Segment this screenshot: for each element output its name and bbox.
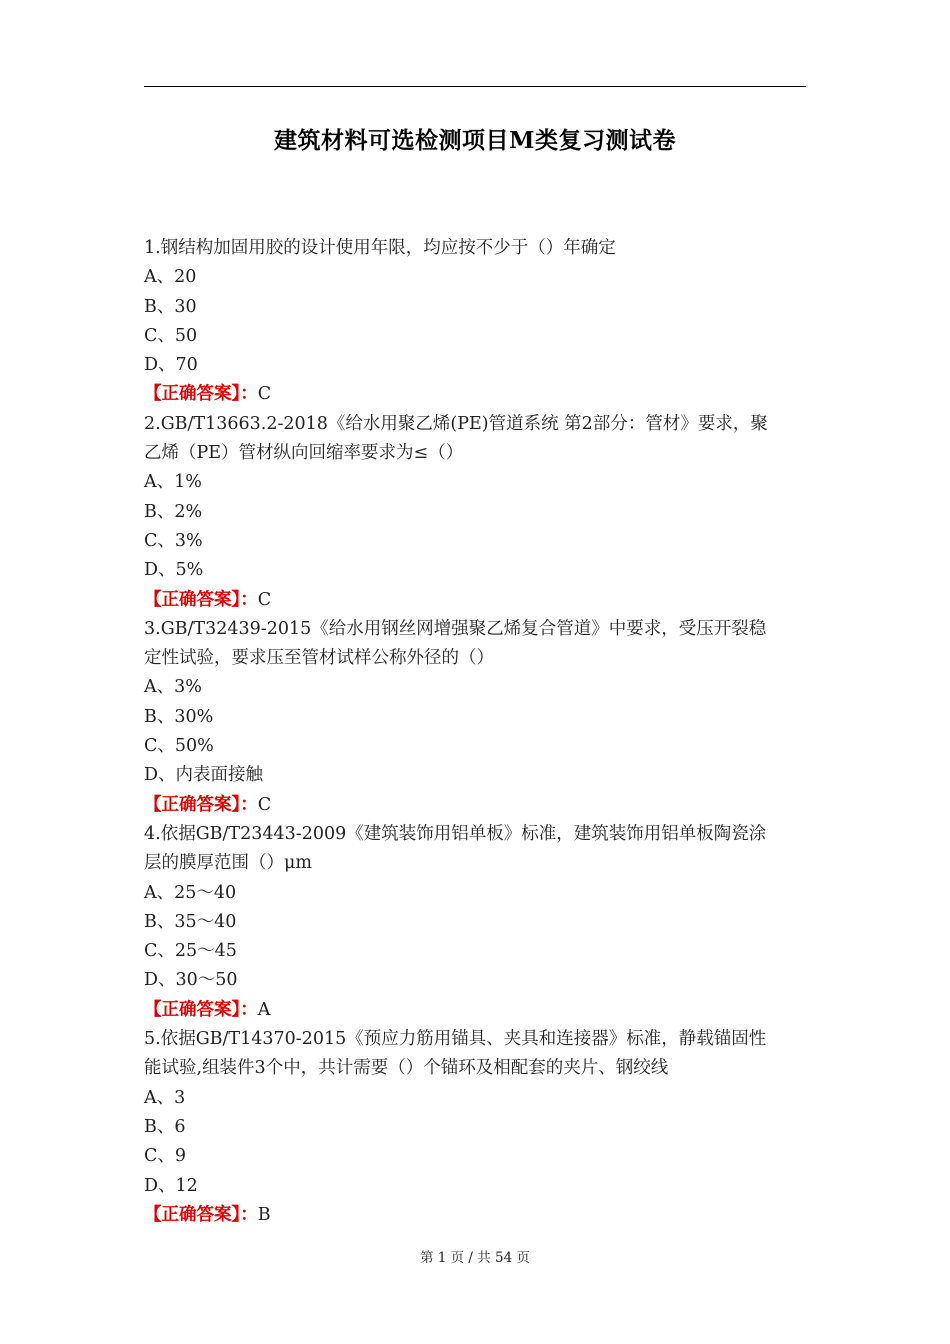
option-c: C、50% [144, 736, 214, 757]
question-5 [144, 1025, 806, 1230]
answer-label: 【正确答案】： [144, 1204, 258, 1225]
page-title: 建筑材料可选检测项目M类复习测试卷 [274, 127, 676, 154]
option-a: A、3 [144, 1087, 186, 1108]
header-rule [144, 86, 806, 87]
correct-answer [144, 380, 806, 409]
answer-label: 【正确答案】： [144, 999, 258, 1020]
option-c: C、9 [144, 1146, 187, 1167]
page-footer: 第 1 页 / 共 54 页 [419, 1250, 531, 1266]
question-stem: 4.依据GB/T23443-2009《建筑装饰用铝单板》标准，建筑装饰用铝单板陶瓷涂 [144, 823, 767, 844]
question-stem: 2.GB/T13663.2-2018《给水用聚乙烯(PE)管道系统 第2部分：管材》要求，聚 [144, 413, 768, 434]
option-c: C、50 [144, 325, 198, 346]
option-a: A、25～40 [144, 882, 237, 903]
correct-answer [144, 791, 806, 820]
option-b: B、30% [144, 706, 214, 727]
question-4 [144, 820, 806, 1025]
answer-value: A [257, 999, 271, 1020]
option-d: D、5% [144, 560, 204, 581]
question-stem-cont: 乙烯（PE）管材纵向回缩率要求为≤（） [144, 443, 464, 464]
question-stem-cont: 层的膜厚范围（）μm [144, 853, 312, 874]
correct-answer [144, 586, 806, 615]
question-1 [144, 234, 806, 410]
correct-answer [144, 996, 806, 1025]
answer-label: 【正确答案】： [144, 589, 258, 610]
option-d: D、内表面接触 [144, 765, 264, 786]
answer-value: C [257, 794, 272, 815]
option-a: A、3% [144, 677, 202, 698]
option-c: C、3% [144, 530, 203, 551]
question-2 [144, 410, 806, 615]
answer-value: C [257, 384, 272, 405]
option-d: D、30～50 [144, 970, 238, 991]
option-b: B、2% [144, 501, 203, 522]
correct-answer [144, 1201, 806, 1230]
question-stem: 1.钢结构加固用胶的设计使用年限，均应按不少于（）年确定 [144, 238, 616, 258]
question-3 [144, 615, 806, 820]
question-stem-cont: 能试验,组装件3个中，共计需要（）个锚环及相配套的夹片、钢绞线 [144, 1058, 669, 1079]
option-b: B、30 [144, 296, 197, 317]
option-c: C、25～45 [144, 941, 237, 962]
question-stem: 5.依据GB/T14370-2015《预应力筋用锚具、夹具和连接器》标准，静载锚固性 [144, 1029, 767, 1050]
answer-value: C [257, 589, 272, 610]
option-a: A、20 [144, 267, 197, 288]
option-d: D、12 [144, 1175, 198, 1196]
answer-label: 【正确答案】： [144, 794, 258, 815]
question-list [144, 234, 806, 1230]
answer-label: 【正确答案】： [144, 384, 258, 405]
option-a: A、1% [144, 472, 202, 493]
question-stem-cont: 定性试验，要求压至管材试样公称外径的（） [144, 648, 494, 669]
option-b: B、6 [144, 1116, 186, 1137]
question-stem: 3.GB/T32439-2015《给水用钢丝网增强聚乙烯复合管道》中要求，受压开裂稳 [144, 618, 767, 639]
option-d: D、70 [144, 355, 198, 376]
option-b: B、35～40 [144, 911, 237, 932]
answer-value: B [257, 1204, 271, 1225]
